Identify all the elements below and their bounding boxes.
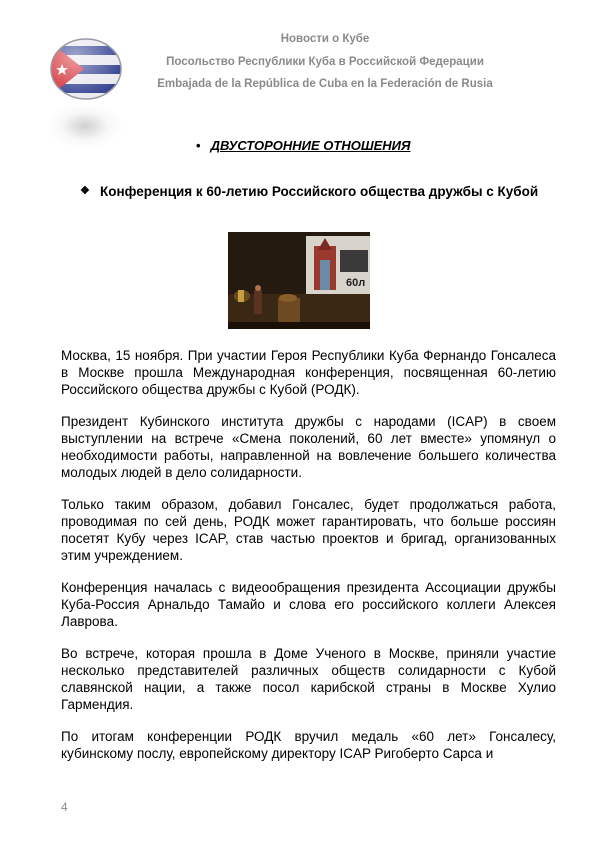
photo-screen-text: 60л [346, 277, 366, 289]
header-title: Новости о Кубе [280, 33, 370, 45]
article-body [61, 347, 556, 777]
header-embassy-ru: Посольство Республики Куба в Российской Федерации [166, 56, 484, 68]
conference-photo [228, 232, 370, 329]
diamond-bullet-icon: ❖ [80, 185, 90, 197]
paragraph: Только таким образом, добавил Гонсалес, будет продолжаться работа, проводимая по сей день, РОДК может гарантировать, что больше россиян посетят Кубу через ICAP, став частью проектов и бригад, организованных этим учреждением. [61, 497, 556, 563]
header-embassy-es: Embajada de la República de Cuba en la Federación de Rusia [157, 78, 493, 90]
paragraph: Конференция началась с видеообращения президента Ассоциации дружбы Куба-Россия Арнальдо Тамайо и слова его российского коллеги Алексея Лаврова. [61, 580, 556, 629]
paragraph: По итогам конференции РОДК вручил медаль «60 лет» Гонсалесу, кубинскому послу, европейскому директору ICAP Ригоберто Сарса и [61, 729, 556, 761]
bullet-icon: • [196, 138, 201, 153]
article-title [80, 183, 558, 200]
section-title [196, 138, 410, 153]
section-title-text: ДВУСТОРОННИЕ ОТНОШЕНИЯ [210, 138, 411, 153]
paragraph: Москва, 15 ноября. При участии Героя Республики Куба Фернандо Гонсалеса в Москве прошла Международная конференция, посвященная 60-летию Российского общества дружбы с Кубой (РОДК). [61, 348, 556, 397]
logo-reflection [48, 104, 122, 148]
paragraph: Во встрече, которая прошла в Доме Ученого в Москве, приняли участие несколько представителей различных обществ солидарности с Кубой славянской нации, а также посол карибской страны в Москве Хулио Гармендия. [61, 646, 556, 712]
paragraph: Президент Кубинского института дружбы с народами (ICAP) в своем выступлении на встрече «Смена поколений, 60 лет вместе» упомянул о необходимости работы, направленной на вовлечение большего количества молодых людей в дело солидарности. [61, 414, 556, 480]
cuban-flag-logo [50, 38, 122, 100]
article-title-text: Конференция к 60-летию Российского общества дружбы с Кубой [100, 184, 539, 199]
page-number: 4 [61, 800, 68, 814]
